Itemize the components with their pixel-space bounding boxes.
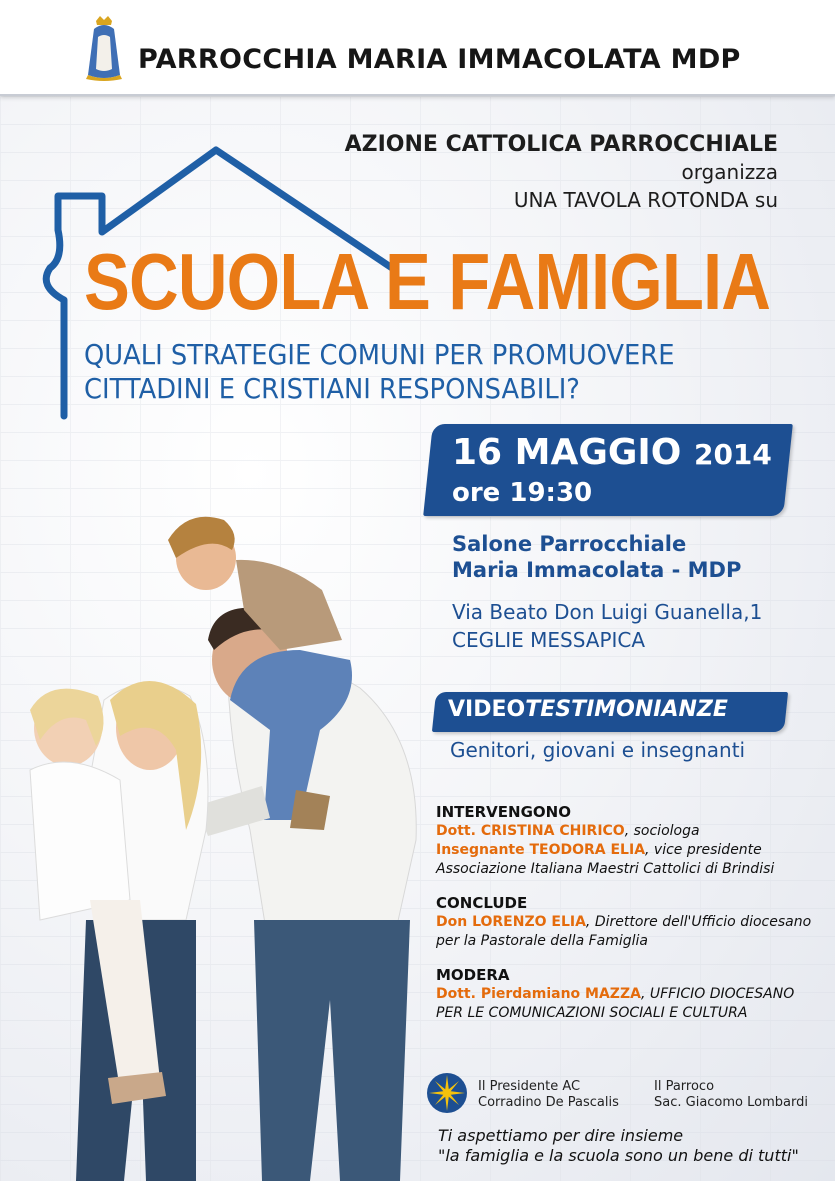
ac-president-signature [478, 1079, 619, 1111]
subtitle-line-1: QUALI STRATEGIE COMUNI PER PROMUOVERE [84, 338, 675, 371]
speaker-1-name: Dott. CRISTINA CHIRICO [436, 823, 625, 839]
speaker-1 [436, 822, 774, 841]
closing-line-2: "la famiglia e la scuola sono un bene di tutti" [438, 1146, 799, 1165]
modera-role-line-2 [436, 1004, 794, 1023]
main-title: SCUOLA E FAMIGLIA [84, 237, 771, 326]
address-line-2: CEGLIE MESSAPICA [452, 628, 646, 652]
speaker-2-role: , vice presidente [645, 842, 762, 858]
parroco-signature [654, 1079, 808, 1111]
address-line-1: Via Beato Don Luigi Guanella,1 [452, 600, 763, 624]
video-label [448, 697, 728, 722]
video-description: Genitori, giovani e insegnanti [450, 738, 746, 762]
azione-cattolica-logo-icon [426, 1072, 468, 1114]
closing-message [438, 1126, 799, 1166]
event-day-month: 16 MAGGIO [452, 432, 682, 473]
organizer-verb: organizza [681, 160, 778, 184]
family-photo [0, 500, 440, 1181]
speaker-2-org [436, 860, 774, 879]
event-date [452, 432, 772, 473]
subtitle [84, 338, 674, 406]
conclude-role-1: , Direttore dell'Ufficio diocesano [585, 914, 812, 930]
event-year: 2014 [693, 438, 772, 471]
venue-line-1: Salone Parrocchiale [452, 532, 687, 556]
conclude-heading: CONCLUDE [436, 894, 528, 912]
speaker-2-name: Insegnante TEODORA ELIA [436, 842, 646, 858]
conclude-role-line-2 [436, 932, 811, 951]
modera-name: Dott. Pierdamiano MAZZA [436, 986, 641, 1002]
conclude-name: Don LORENZO ELIA [436, 914, 586, 930]
subtitle-line-2: CITTADINI E CRISTIANI RESPONSABILI? [84, 372, 580, 405]
intervengono-heading: INTERVENGONO [436, 803, 571, 821]
speaker-2-org-text: Associazione Italiana Maestri Cattolici di Brindisi [436, 861, 775, 877]
modera-speaker [436, 985, 794, 1004]
video-label-italic: TESTIMONIANZE [525, 697, 728, 722]
speaker-1-role: , sociologa [624, 823, 700, 839]
conclude-role-2: per la Pastorale della Famiglia [436, 933, 648, 949]
ac-president-name: Corradino De Pascalis [478, 1095, 619, 1110]
conclude-speaker [436, 913, 811, 932]
modera-role-1: , UFFICIO DIOCESANO [640, 986, 795, 1002]
ac-president-title: Il Presidente AC [478, 1079, 581, 1094]
video-label-plain: VIDEO [448, 697, 526, 722]
event-type: UNA TAVOLA ROTONDA su [513, 188, 778, 212]
venue-line-2: Maria Immacolata - MDP [452, 558, 742, 582]
parish-title: PARROCCHIA MARIA IMMACOLATA MDP [138, 44, 741, 75]
speaker-2 [436, 841, 774, 860]
organizer-name: AZIONE CATTOLICA PARROCCHIALE [344, 132, 778, 157]
header-bar [0, 0, 835, 96]
closing-line-1: Ti aspettiamo per dire insieme [438, 1126, 684, 1145]
modera-role-2: PER LE COMUNICAZIONI SOCIALI E CULTURA [436, 1005, 748, 1021]
intervengono-section [436, 803, 774, 879]
conclude-section [436, 894, 811, 951]
parroco-title: Il Parroco [654, 1079, 715, 1094]
modera-section [436, 966, 794, 1023]
parroco-name: Sac. Giacomo Lombardi [654, 1095, 808, 1110]
event-time: ore 19:30 [452, 478, 593, 508]
madonna-icon [80, 15, 128, 81]
modera-heading: MODERA [436, 966, 510, 984]
